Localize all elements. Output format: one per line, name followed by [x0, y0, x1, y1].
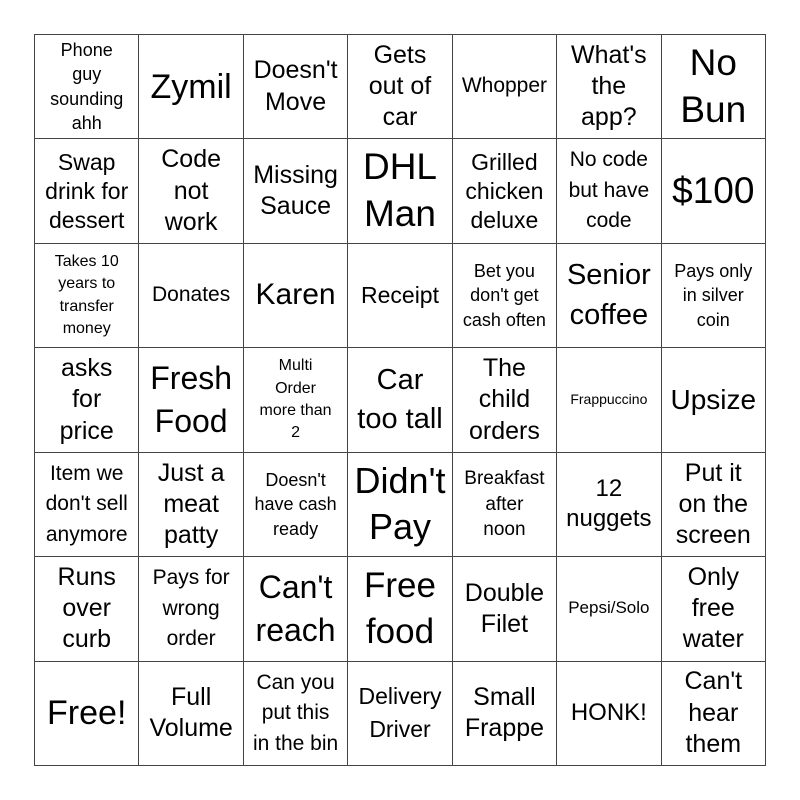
- bingo-cell-label: Just a meat patty: [157, 458, 225, 550]
- bingo-cell-label: Missing Sauce: [253, 160, 338, 221]
- bingo-cell[interactable]: [557, 35, 661, 139]
- bingo-cell[interactable]: [453, 662, 557, 766]
- bingo-cell[interactable]: [139, 244, 243, 348]
- bingo-cell-label: Delivery Driver: [358, 682, 442, 743]
- bingo-cell-label: Can't hear them: [684, 667, 743, 758]
- bingo-cell-label: Karen: [255, 278, 336, 312]
- bingo-cell[interactable]: [557, 453, 661, 557]
- bingo-cell-label: Free!: [47, 694, 127, 733]
- bingo-cell-label: Full Volume: [149, 683, 233, 743]
- bingo-cell-label: Code not work: [161, 145, 222, 236]
- bingo-cell-label: Runs over curb: [57, 562, 116, 654]
- bingo-cell-label: Small Frappe: [464, 683, 545, 743]
- bingo-cell[interactable]: [348, 244, 452, 348]
- bingo-cell[interactable]: [662, 662, 766, 766]
- bingo-cell[interactable]: [35, 35, 139, 139]
- bingo-cell[interactable]: [662, 348, 766, 452]
- bingo-cell[interactable]: [244, 35, 348, 139]
- bingo-cell-label: No Bun: [680, 41, 747, 130]
- bingo-cell[interactable]: [244, 557, 348, 661]
- bingo-cell[interactable]: [662, 557, 766, 661]
- bingo-cell[interactable]: [244, 139, 348, 243]
- bingo-cell-label: Frappuccino: [570, 391, 648, 408]
- bingo-cell[interactable]: [35, 453, 139, 557]
- bingo-cell[interactable]: [557, 244, 661, 348]
- bingo-cell-label: Multi Order more than 2: [259, 357, 332, 442]
- bingo-cell-label: Phone guy sounding ahh: [50, 40, 124, 133]
- bingo-cell-label: Can't reach: [255, 568, 336, 648]
- bingo-cell-label: Didn't Pay: [354, 459, 446, 548]
- bingo-cell[interactable]: [35, 662, 139, 766]
- bingo-cell-label: Free food: [364, 566, 436, 651]
- bingo-cell[interactable]: [453, 35, 557, 139]
- bingo-board: [34, 34, 766, 766]
- bingo-cell[interactable]: [139, 662, 243, 766]
- bingo-cell-label: Can you put this in the bin: [252, 670, 339, 755]
- bingo-cell[interactable]: [662, 35, 766, 139]
- bingo-cell[interactable]: [557, 348, 661, 452]
- bingo-cell-label: DHL Man: [362, 146, 437, 235]
- bingo-cell[interactable]: [35, 348, 139, 452]
- bingo-cell-label: Item we don't sell anymore: [45, 461, 128, 546]
- bingo-cell-label: No code but have code: [568, 148, 650, 233]
- bingo-cell[interactable]: [139, 35, 243, 139]
- bingo-cell[interactable]: [662, 453, 766, 557]
- bingo-cell[interactable]: [139, 348, 243, 452]
- bingo-cell-label: 12 nuggets: [566, 475, 652, 533]
- bingo-cell-label: Takes 10 years to transfer money: [54, 252, 119, 337]
- bingo-cell[interactable]: [244, 348, 348, 452]
- bingo-cell-label: Only free water: [682, 562, 744, 654]
- bingo-cell[interactable]: [453, 348, 557, 452]
- bingo-cell[interactable]: [244, 662, 348, 766]
- bingo-cell[interactable]: [557, 662, 661, 766]
- bingo-cell-label: Put it on the screen: [675, 458, 751, 550]
- bingo-cell-label: asks for price: [59, 354, 114, 445]
- bingo-cell-label: Whopper: [461, 74, 548, 98]
- bingo-cell-label: Swap drink for dessert: [45, 149, 129, 233]
- bingo-cell[interactable]: [662, 244, 766, 348]
- bingo-cell-label: Bet you don't get cash often: [462, 261, 546, 330]
- bingo-cell[interactable]: [453, 453, 557, 557]
- bingo-cell[interactable]: [557, 139, 661, 243]
- bingo-cell-label: Zymil: [150, 67, 232, 106]
- bingo-cell-label: Pays for wrong order: [152, 566, 230, 651]
- bingo-cell-label: Doesn't Move: [253, 56, 338, 116]
- bingo-cell[interactable]: [662, 139, 766, 243]
- bingo-cell-label: Pays only in silver coin: [674, 261, 753, 330]
- bingo-cell[interactable]: [139, 453, 243, 557]
- bingo-cell[interactable]: [35, 557, 139, 661]
- bingo-cell[interactable]: [348, 139, 452, 243]
- bingo-cell-label: Senior coffee: [566, 259, 651, 331]
- bingo-cell-label: Grilled chicken deluxe: [465, 149, 544, 233]
- bingo-cell[interactable]: [348, 662, 452, 766]
- bingo-cell-label: Donates: [152, 283, 231, 307]
- bingo-cell-label: Car too tall: [357, 363, 443, 435]
- bingo-cell-label: $100: [672, 169, 755, 211]
- bingo-cell-label: Receipt: [361, 281, 439, 308]
- bingo-cell[interactable]: [348, 557, 452, 661]
- bingo-cell[interactable]: [35, 244, 139, 348]
- bingo-cell-label: HONK!: [570, 699, 647, 727]
- bingo-cell[interactable]: [348, 348, 452, 452]
- bingo-cell[interactable]: [244, 244, 348, 348]
- bingo-cell-label: Double Filet: [464, 578, 545, 638]
- bingo-cell[interactable]: [348, 453, 452, 557]
- bingo-cell[interactable]: [453, 139, 557, 243]
- bingo-cell-label: Upsize: [670, 384, 757, 416]
- bingo-cell-label: Pepsi/Solo: [568, 598, 650, 618]
- bingo-cell-label: What's the app?: [571, 40, 647, 132]
- bingo-cell[interactable]: [139, 557, 243, 661]
- bingo-cell[interactable]: [453, 557, 557, 661]
- bingo-cell[interactable]: [35, 139, 139, 243]
- bingo-cell-label: The child orders: [468, 354, 540, 445]
- bingo-cell-label: Gets out of car: [368, 40, 432, 132]
- bingo-cell[interactable]: [453, 244, 557, 348]
- bingo-cell-label: Fresh Food: [150, 359, 233, 439]
- bingo-cell[interactable]: [139, 139, 243, 243]
- bingo-cell-label: Breakfast after noon: [464, 467, 545, 541]
- bingo-cell-label: Doesn't have cash ready: [254, 469, 337, 539]
- bingo-cell[interactable]: [348, 35, 452, 139]
- bingo-cell[interactable]: [557, 557, 661, 661]
- bingo-cell[interactable]: [244, 453, 348, 557]
